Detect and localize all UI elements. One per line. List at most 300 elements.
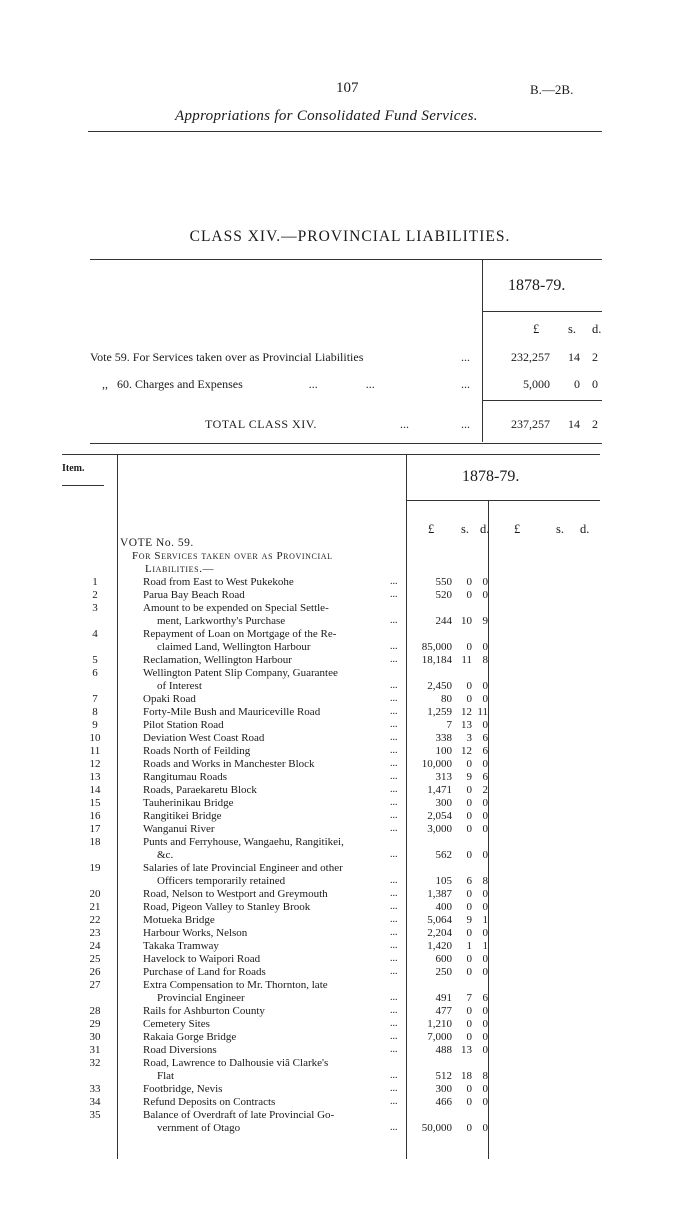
item-leader-dots: ...	[390, 771, 398, 782]
item-description-line: Rakaia Gorge Bridge	[143, 1031, 237, 1043]
summary-row-vote-59	[90, 350, 363, 365]
item-leader-dots: ...	[390, 875, 398, 886]
item-number: 3	[92, 602, 98, 614]
document-reference: B.—2B.	[530, 82, 574, 97]
summary-unit-pounds: £	[533, 322, 540, 336]
item-amount-shillings: 0	[466, 849, 472, 861]
summary-row-vote-60	[90, 377, 375, 392]
item-leader-dots: ...	[390, 589, 398, 600]
item-description-line: Rangitumau Roads	[143, 771, 228, 783]
item-amount-shillings: 7	[466, 992, 472, 1004]
item-amount-pounds: 300	[435, 797, 452, 809]
item-amount-pence: 0	[482, 1044, 488, 1056]
item-amount-pounds: 300	[435, 1083, 452, 1095]
item-number: 34	[89, 1096, 101, 1108]
item-leader-dots: ...	[390, 1018, 398, 1029]
item-amount-shillings: 12	[461, 706, 472, 718]
item-amount-pence: 0	[482, 927, 488, 939]
item-number: 24	[89, 940, 101, 952]
item-leader-dots: ...	[390, 719, 398, 730]
summary-total-pounds: 237,257	[511, 417, 550, 431]
summary-unit-pence: d.	[592, 322, 602, 336]
item-leader-dots: ...	[390, 940, 398, 951]
item-description	[143, 966, 405, 979]
item-amount-pence: 0	[482, 1018, 488, 1030]
item-amount-pounds: 3,000	[427, 823, 452, 835]
item-amount-shillings: 0	[466, 1005, 472, 1017]
summary-total-dots: ...	[461, 417, 470, 431]
item-amount-pounds: 520	[435, 589, 452, 601]
item-description	[143, 901, 405, 914]
item-amount-pence: 0	[482, 901, 488, 913]
item-amount-pence: 8	[482, 654, 488, 666]
summary-top-rule	[90, 259, 602, 260]
item-amount-shillings: 0	[466, 1018, 472, 1030]
item-description	[143, 823, 405, 836]
item-amount-pounds: 600	[435, 953, 452, 965]
item-number: 13	[89, 771, 101, 783]
item-number: 9	[92, 719, 98, 731]
item-description-line: Tauherinikau Bridge	[143, 797, 234, 809]
item-description-line: Harbour Works, Nelson	[143, 927, 248, 939]
item-description-line: ment, Larkworthy's Purchase	[157, 615, 286, 627]
item-description-line: Provincial Engineer	[157, 992, 245, 1004]
item-leader-dots: ...	[390, 654, 398, 665]
item-description-line: Footbridge, Nevis	[143, 1083, 223, 1095]
item-description	[143, 862, 405, 888]
item-number: 10	[89, 732, 101, 744]
item-amount-shillings: 13	[461, 1044, 472, 1056]
item-amount-pounds: 1,210	[427, 1018, 452, 1030]
item-amount-pounds: 466	[435, 1096, 452, 1108]
item-amount-pence: 8	[482, 1070, 488, 1082]
item-amount-pence: 0	[482, 823, 488, 835]
item-leader-dots: ...	[390, 1096, 398, 1107]
item-amount-pence: 6	[482, 771, 488, 783]
item-number: 32	[89, 1057, 101, 1069]
item-amount-pounds: 338	[435, 732, 452, 744]
item-amount-shillings: 0	[466, 810, 472, 822]
item-leader-dots: ...	[390, 576, 398, 587]
item-amount-pence: 8	[482, 875, 488, 887]
summary-total-shillings: 14	[568, 417, 580, 431]
item-description	[143, 1096, 405, 1109]
item-description	[143, 732, 405, 745]
item-description-line: claimed Land, Wellington Harbour	[157, 641, 311, 653]
header-rule	[88, 131, 602, 132]
item-number: 7	[92, 693, 98, 705]
item-description-line: Reclamation, Wellington Harbour	[143, 654, 292, 666]
detail-item-header-rule	[62, 485, 104, 486]
item-description	[143, 667, 405, 693]
item-number: 28	[89, 1005, 101, 1017]
item-description-line: Roads and Works in Manchester Block	[143, 758, 315, 770]
item-amount-pence: 0	[482, 1083, 488, 1095]
running-title: Appropriations for Consolidated Fund Services.	[175, 108, 478, 124]
item-description-line: Repayment of Loan on Mortgage of the Re-	[143, 628, 337, 640]
item-amount-pounds: 313	[435, 771, 452, 783]
vote-title: VOTE No. 59.	[120, 537, 194, 549]
item-amount-pence: 11	[477, 706, 488, 718]
item-description-line: Deviation West Coast Road	[143, 732, 265, 744]
item-description-line: Rails for Ashburton County	[143, 1005, 265, 1017]
item-description-line: Salaries of late Provincial Engineer and other	[143, 862, 343, 874]
item-amount-pence: 0	[482, 888, 488, 900]
item-description-line: Motueka Bridge	[143, 914, 215, 926]
item-amount-pence: 6	[482, 732, 488, 744]
item-amount-pence: 0	[482, 1122, 488, 1134]
item-description	[143, 1018, 405, 1031]
summary-unit-shillings: s.	[568, 322, 576, 336]
item-amount-pence: 0	[482, 680, 488, 692]
item-leader-dots: ...	[390, 966, 398, 977]
summary-row-pence: 0	[592, 377, 598, 391]
vote-subtitle-line-1: For Services taken over as Provincial	[132, 550, 333, 562]
item-number: 1	[92, 576, 98, 588]
item-amount-shillings: 0	[466, 888, 472, 900]
item-amount-shillings: 18	[461, 1070, 472, 1082]
item-amount-pounds: 7	[446, 719, 452, 731]
item-amount-pence: 0	[482, 810, 488, 822]
item-amount-pence: 0	[482, 1096, 488, 1108]
summary-year-rule	[482, 311, 602, 312]
item-description-line: Wanganui River	[143, 823, 215, 835]
item-leader-dots: ...	[390, 901, 398, 912]
item-amount-pounds: 1,259	[427, 706, 452, 718]
item-number: 17	[89, 823, 101, 835]
item-amount-pounds: 10,000	[421, 758, 452, 770]
item-description	[143, 1031, 405, 1044]
item-number: 15	[89, 797, 101, 809]
item-leader-dots: ...	[390, 992, 398, 1003]
item-description-line: of Interest	[157, 680, 202, 692]
item-amount-pence: 0	[482, 1031, 488, 1043]
item-amount-shillings: 0	[466, 1122, 472, 1134]
item-description	[143, 771, 405, 784]
item-amount-pence: 1	[482, 940, 488, 952]
item-leader-dots: ...	[390, 888, 398, 899]
detail-unit-pence-2: d.	[580, 522, 590, 536]
item-number: 12	[89, 758, 101, 770]
item-amount-shillings: 0	[466, 966, 472, 978]
item-description	[143, 1044, 405, 1057]
item-amount-shillings: 12	[461, 745, 472, 757]
item-leader-dots: ...	[390, 693, 398, 704]
item-amount-shillings: 3	[466, 732, 472, 744]
item-amount-pounds: 1,387	[427, 888, 452, 900]
item-description-line: Forty-Mile Bush and Mauriceville Road	[143, 706, 321, 718]
item-leader-dots: ...	[390, 732, 398, 743]
item-description-line: Opaki Road	[143, 693, 196, 705]
item-number: 19	[89, 862, 101, 874]
item-description-line: vernment of Otago	[157, 1122, 241, 1134]
item-leader-dots: ...	[390, 914, 398, 925]
item-description-line: Wellington Patent Slip Company, Guarantee	[143, 667, 338, 679]
item-description	[143, 628, 405, 654]
item-description	[143, 589, 405, 602]
detail-unit-shillings-2: s.	[556, 522, 564, 536]
item-description	[143, 758, 405, 771]
item-amount-shillings: 0	[466, 927, 472, 939]
summary-row-shillings: 0	[574, 377, 580, 391]
summary-divider	[482, 259, 483, 442]
summary-total-rule	[482, 400, 602, 401]
class-heading: CLASS XIV.—PROVINCIAL LIABILITIES.	[189, 228, 511, 245]
item-amount-shillings: 9	[466, 914, 472, 926]
item-leader-dots: ...	[390, 1083, 398, 1094]
item-description-line: Road, Lawrence to Dalhousie viâ Clarke's	[143, 1057, 329, 1069]
item-description	[143, 953, 405, 966]
item-leader-dots: ...	[390, 1122, 398, 1133]
item-leader-dots: ...	[390, 706, 398, 717]
item-leader-dots: ...	[390, 1031, 398, 1042]
item-amount-shillings: 0	[466, 693, 472, 705]
item-amount-pounds: 491	[435, 992, 452, 1004]
item-amount-shillings: 0	[466, 1083, 472, 1095]
item-description-line: Purchase of Land for Roads	[143, 966, 266, 978]
item-number: 6	[92, 667, 98, 679]
item-amount-pence: 0	[482, 797, 488, 809]
item-description	[143, 927, 405, 940]
summary-row-shillings: 14	[568, 350, 580, 364]
item-amount-pence: 0	[482, 693, 488, 705]
item-description-line: &c.	[157, 849, 174, 861]
item-amount-pence: 0	[482, 589, 488, 601]
item-description-line: Extra Compensation to Mr. Thornton, late	[143, 979, 328, 991]
item-amount-shillings: 0	[466, 823, 472, 835]
detail-year-rule	[406, 500, 600, 501]
item-leader-dots: ...	[390, 641, 398, 652]
item-description-line: Punts and Ferryhouse, Wangaehu, Rangitikei,	[143, 836, 344, 848]
item-leader-dots: ...	[390, 927, 398, 938]
item-amount-pounds: 550	[435, 576, 452, 588]
item-description-line: Road, Pigeon Valley to Stanley Brook	[143, 901, 311, 913]
item-description	[143, 784, 405, 797]
item-amount-pounds: 1,471	[427, 784, 452, 796]
item-leader-dots: ...	[390, 745, 398, 756]
item-description-line: Refund Deposits on Contracts	[143, 1096, 276, 1108]
summary-row-label: ,, 60. Charges and Expenses ... ...	[90, 377, 375, 391]
item-amount-shillings: 0	[466, 589, 472, 601]
item-number: 23	[89, 927, 101, 939]
item-description-line: Havelock to Waipori Road	[143, 953, 261, 965]
item-number: 30	[89, 1031, 101, 1043]
item-amount-pence: 0	[482, 966, 488, 978]
item-number: 2	[92, 589, 98, 601]
item-description-line: Pilot Station Road	[143, 719, 224, 731]
vote-subtitle-line-2: Liabilities.—	[145, 563, 215, 575]
item-amount-shillings: 0	[466, 797, 472, 809]
item-description	[143, 1109, 405, 1135]
summary-row-dots: ...	[461, 377, 470, 391]
item-description	[143, 888, 405, 901]
item-description-line: Parua Bay Beach Road	[143, 589, 245, 601]
item-amount-shillings: 9	[466, 771, 472, 783]
item-description	[143, 719, 405, 732]
item-description-line: Takaka Tramway	[143, 940, 219, 952]
item-description-line: Roads, Paraekaretu Block	[143, 784, 257, 796]
summary-row-dots: ...	[461, 350, 470, 364]
item-description-line: Amount to be expended on Special Settle-	[143, 602, 329, 614]
item-leader-dots: ...	[390, 849, 398, 860]
item-number: 29	[89, 1018, 101, 1030]
item-amount-pounds: 105	[435, 875, 452, 887]
item-amount-shillings: 0	[466, 1031, 472, 1043]
item-number: 18	[89, 836, 101, 848]
item-amount-shillings: 0	[466, 758, 472, 770]
item-amount-shillings: 0	[466, 901, 472, 913]
summary-row-pounds: 232,257	[511, 350, 550, 364]
item-amount-pence: 0	[482, 576, 488, 588]
item-description-line: Cemetery Sites	[143, 1018, 210, 1030]
item-description	[143, 706, 405, 719]
item-amount-pounds: 5,064	[427, 914, 452, 926]
item-amount-shillings: 0	[466, 1096, 472, 1108]
item-description	[143, 602, 405, 628]
item-amount-shillings: 13	[461, 719, 472, 731]
item-description-line: Balance of Overdraft of late Provincial Go-	[143, 1109, 335, 1121]
item-leader-dots: ...	[390, 1070, 398, 1081]
summary-total-pence: 2	[592, 417, 598, 431]
item-amount-pounds: 100	[435, 745, 452, 757]
item-number: 31	[89, 1044, 101, 1056]
item-description	[143, 576, 405, 589]
detail-item-column-rule	[117, 454, 118, 1159]
item-number: 16	[89, 810, 101, 822]
item-leader-dots: ...	[390, 680, 398, 691]
item-number: 11	[89, 745, 101, 757]
item-amount-pounds: 80	[441, 693, 452, 705]
item-number: 25	[89, 953, 101, 965]
item-description	[143, 810, 405, 823]
item-amount-shillings: 0	[466, 784, 472, 796]
item-amount-pence: 0	[482, 758, 488, 770]
item-description	[143, 836, 405, 862]
item-description	[143, 1083, 405, 1096]
detail-amount-column-rule	[406, 454, 407, 1159]
item-description-line: Flat	[157, 1070, 175, 1082]
item-amount-pounds: 488	[435, 1044, 452, 1056]
item-amount-pence: 0	[482, 1005, 488, 1017]
item-amount-shillings: 0	[466, 576, 472, 588]
item-number: 27	[89, 979, 101, 991]
item-description	[143, 745, 405, 758]
item-number: 14	[89, 784, 101, 796]
item-number: 26	[89, 966, 101, 978]
item-amount-pence: 0	[482, 719, 488, 731]
item-leader-dots: ...	[390, 797, 398, 808]
item-number: 33	[89, 1083, 101, 1095]
summary-row-pounds: 5,000	[523, 377, 550, 391]
item-amount-pence: 1	[482, 914, 488, 926]
item-number: 20	[89, 888, 101, 900]
item-description	[143, 797, 405, 810]
item-amount-shillings: 10	[461, 615, 472, 627]
detail-unit-shillings: s.	[461, 522, 469, 536]
item-amount-shillings: 11	[461, 654, 472, 666]
detail-unit-pence: d.	[480, 522, 490, 536]
summary-total-label: TOTAL CLASS XIV.	[205, 417, 317, 431]
item-description	[143, 1005, 405, 1018]
item-description	[143, 654, 405, 667]
item-amount-pounds: 2,204	[427, 927, 452, 939]
item-description-line: Officers temporarily retained	[157, 875, 286, 887]
item-number: 8	[92, 706, 98, 718]
detail-top-rule	[62, 454, 600, 455]
item-amount-pounds: 7,000	[427, 1031, 452, 1043]
item-amount-shillings: 0	[466, 641, 472, 653]
item-description	[143, 979, 405, 1005]
item-leader-dots: ...	[390, 1044, 398, 1055]
item-description	[143, 940, 405, 953]
item-description-line: Rangitikei Bridge	[143, 810, 222, 822]
item-amount-pence: 6	[482, 745, 488, 757]
item-leader-dots: ...	[390, 1005, 398, 1016]
item-amount-pounds: 512	[435, 1070, 452, 1082]
item-leader-dots: ...	[390, 810, 398, 821]
summary-row-label: Vote 59. For Services taken over as Provincial Liabilities	[90, 350, 364, 364]
summary-year: 1878-79.	[508, 277, 566, 294]
item-amount-pounds: 18,184	[421, 654, 452, 666]
item-leader-dots: ...	[390, 784, 398, 795]
item-amount-pounds: 244	[435, 615, 452, 627]
item-amount-pence: 0	[482, 953, 488, 965]
detail-unit-pounds: £	[428, 522, 435, 536]
item-description	[143, 1057, 405, 1083]
item-amount-pounds: 477	[435, 1005, 452, 1017]
item-leader-dots: ...	[390, 758, 398, 769]
detail-first-total-rule	[488, 500, 489, 1159]
item-amount-pounds: 2,450	[427, 680, 452, 692]
item-leader-dots: ...	[390, 823, 398, 834]
item-amount-pence: 6	[482, 992, 488, 1004]
summary-total-mid-dots: ...	[400, 417, 409, 431]
detail-year: 1878-79.	[462, 468, 520, 485]
item-number: 5	[92, 654, 98, 666]
item-amount-shillings: 0	[466, 953, 472, 965]
item-amount-shillings: 1	[466, 940, 472, 952]
item-column-header: Item.	[62, 463, 85, 474]
item-amount-pounds: 562	[435, 849, 452, 861]
item-amount-pounds: 250	[435, 966, 452, 978]
item-amount-pence: 0	[482, 641, 488, 653]
item-number: 21	[89, 901, 101, 913]
page-number: 107	[336, 80, 359, 96]
item-number: 35	[89, 1109, 101, 1121]
item-amount-pounds: 2,054	[427, 810, 452, 822]
item-description-line: Road from East to West Pukekohe	[143, 576, 294, 588]
item-amount-pence: 9	[482, 615, 488, 627]
item-amount-pounds: 50,000	[421, 1122, 452, 1134]
summary-row-pence: 2	[592, 350, 598, 364]
item-number: 4	[92, 628, 98, 640]
detail-unit-pounds-2: £	[514, 522, 521, 536]
item-amount-shillings: 6	[466, 875, 472, 887]
item-amount-pounds: 400	[435, 901, 452, 913]
item-amount-pounds: 85,000	[421, 641, 452, 653]
item-amount-pence: 2	[482, 784, 488, 796]
item-number: 22	[89, 914, 101, 926]
summary-bottom-rule	[90, 443, 602, 444]
item-amount-pence: 0	[482, 849, 488, 861]
item-amount-pounds: 1,420	[427, 940, 452, 952]
item-description-line: Road Diversions	[143, 1044, 217, 1056]
item-description	[143, 914, 405, 927]
item-amount-shillings: 0	[466, 680, 472, 692]
item-description	[143, 693, 405, 706]
item-leader-dots: ...	[390, 953, 398, 964]
item-description-line: Roads North of Feilding	[143, 745, 251, 757]
